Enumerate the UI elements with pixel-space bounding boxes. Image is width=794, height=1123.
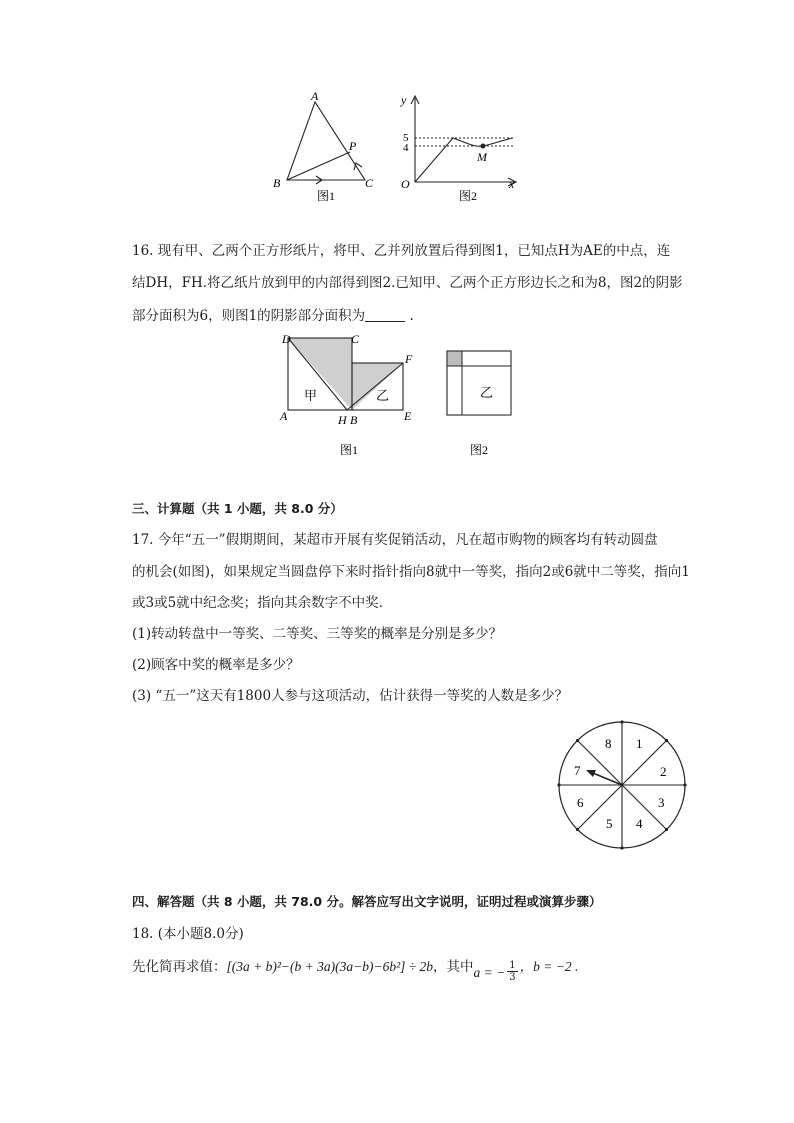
origin-label: O [401, 177, 410, 191]
fig1-caption: 图1 [317, 189, 336, 203]
q16-line-3-end: . [405, 308, 414, 324]
tick-4: 4 [403, 142, 409, 154]
wheel-number-7: 7 [574, 763, 581, 778]
fig2-caption: 图2 [459, 189, 478, 203]
q18-b-value: ，b = −2 . [519, 959, 579, 974]
axis-y-label: y [401, 93, 407, 107]
label-D: D [282, 332, 291, 346]
q18-prefix: 先化简再求值： [132, 959, 227, 975]
answer-blank [365, 307, 405, 322]
wheel-number-2: 2 [660, 764, 667, 779]
q16-line-3 [132, 306, 414, 326]
wheel-number-5: 5 [606, 816, 613, 831]
label-jia: 甲 [304, 388, 318, 403]
q16-line-2: 结DH，FH.将乙纸片放到甲的内部得到图2.已知甲、乙两个正方形边长之和为8，图2的阴影 [132, 275, 683, 291]
section-4-title: 四、解答题（共 8 小题，共 78.0 分。解答应写出文字说明，证明过程或演算步骤） [132, 894, 602, 909]
q18-head: 18. (本小题8.0分) [132, 926, 244, 942]
fig1-caption: 图1 [340, 443, 359, 457]
axis-x-label: x [509, 177, 515, 191]
fig2-caption: 图2 [470, 443, 489, 457]
label-yi-2: 乙 [480, 385, 494, 400]
q17-line-3: 或3或5就中纪念奖；指向其余数字不中奖． [132, 595, 393, 611]
spinner-wheel [552, 715, 692, 855]
q17-sub-3: (3) “五一”这天有1800人参与这项活动，估计获得一等奖的人数是多少？ [132, 688, 569, 704]
label-B: B [273, 176, 281, 190]
q18-a-value: a = − [473, 965, 506, 980]
label-A: A [280, 409, 288, 423]
wheel-number-8: 8 [605, 736, 612, 751]
wheel-number-3: 3 [658, 795, 665, 810]
wheel-number-4: 4 [636, 816, 643, 831]
q17-sub-1: (1)转动转盘中一等奖、二等奖、三等奖的概率是分别是多少？ [132, 626, 503, 642]
label-E: E [404, 409, 412, 423]
section-3-title: 三、计算题（共 1 小题，共 8.0 分） [132, 501, 343, 516]
fraction-numerator: 1 [509, 960, 516, 971]
label-C: C [365, 176, 374, 190]
fraction-denominator: 3 [509, 972, 516, 983]
wheel-number-6: 6 [577, 795, 584, 810]
label-A: A [311, 90, 319, 103]
graph-figure-2 [395, 90, 525, 205]
label-F: F [405, 352, 413, 366]
label-H: H [338, 413, 347, 427]
label-C: C [351, 332, 360, 346]
q18-problem [132, 956, 578, 984]
tick-5: 5 [403, 132, 409, 144]
triangle-figure-1 [265, 90, 385, 205]
wheel-number-1: 1 [636, 736, 643, 751]
squares-figure-1 [278, 330, 423, 460]
q17-line-1: 17. 今年“五一”假期期间，某超市开展有奖促销活动，凡在超市购物的顾客均有转动圆盘 [132, 532, 658, 548]
q18-expression: [(3a + b)²−(b + 3a)(3a−b)−6b²] ÷ 2b [226, 959, 434, 974]
q16-line-1: 16. 现有甲、乙两个正方形纸片，将甲、乙并列放置后得到图1，已知点H为AE的中点，连 [132, 243, 671, 259]
label-yi: 乙 [376, 388, 390, 403]
q16-line-3-text: 部分面积为6，则图1的阴影部分面积为 [132, 308, 366, 324]
q17-line-2: 的机会(如图)，如果规定当圆盘停下来时指针指向8就中一等奖，指向2或6就中二等奖，指向1 [132, 564, 690, 580]
q18-mid: ，其中 [433, 959, 474, 975]
label-P: P [349, 139, 357, 153]
squares-figure-2 [440, 345, 520, 460]
label-M: M [477, 150, 487, 164]
label-B: B [350, 413, 358, 427]
q17-sub-2: (2)顾客中奖的概率是多少？ [132, 657, 300, 673]
q18-fraction [507, 960, 517, 983]
